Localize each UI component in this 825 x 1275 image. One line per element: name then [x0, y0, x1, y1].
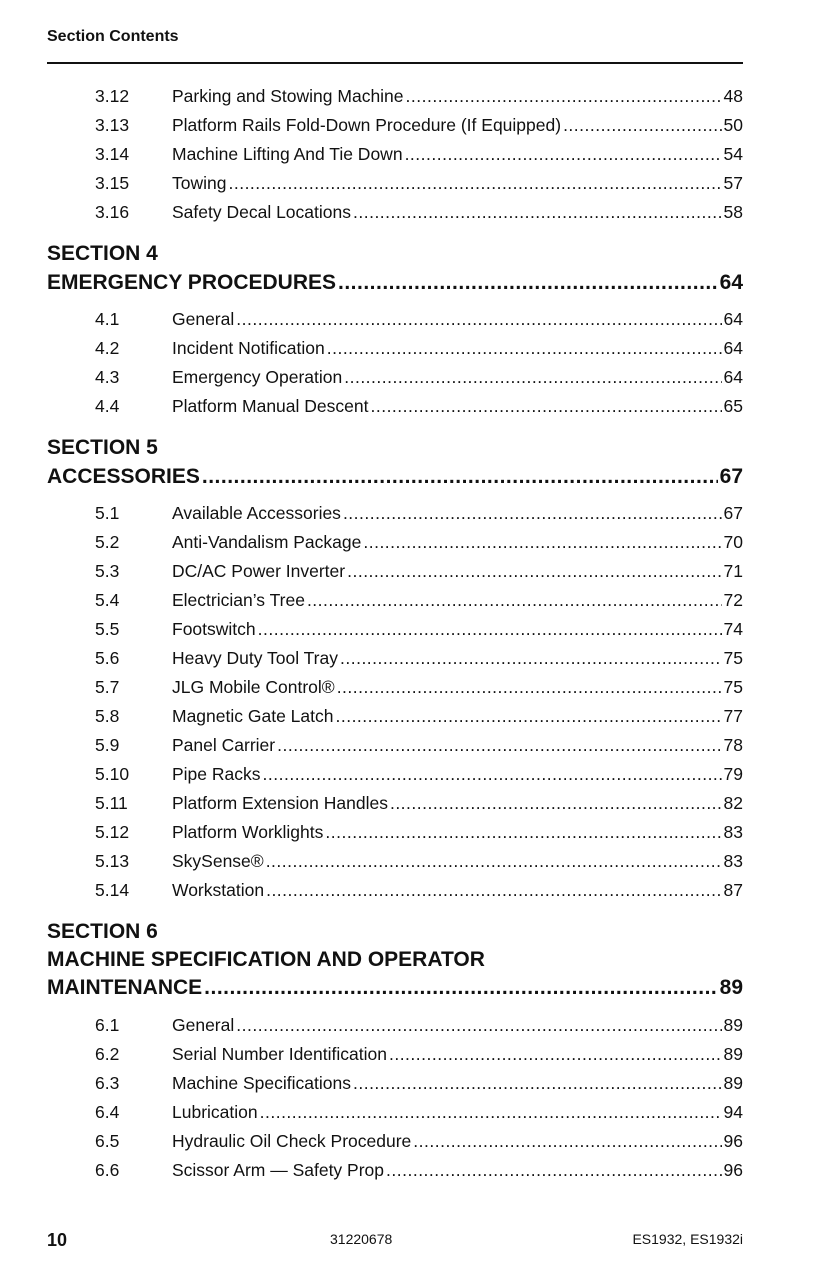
dot-leader — [236, 1015, 721, 1036]
toc-entry-page: 83 — [723, 822, 743, 842]
section-contents-header: Section Contents — [47, 28, 179, 45]
toc-entry[interactable] — [95, 1015, 743, 1039]
dot-leader — [363, 532, 721, 553]
toc-entry-number: 5.11 — [95, 793, 128, 813]
toc-entry[interactable] — [95, 1102, 743, 1126]
dot-leader — [353, 202, 722, 223]
toc-entry[interactable] — [95, 851, 743, 875]
footer-model-names: ES1932, ES1932i — [632, 1231, 743, 1247]
toc-entry[interactable] — [95, 144, 743, 168]
toc-entry[interactable] — [95, 648, 743, 672]
section-title-text: ACCESSORIES — [47, 465, 200, 488]
toc-entry-number: 4.4 — [95, 396, 120, 416]
dot-leader — [390, 793, 722, 814]
toc-entry-number: 5.7 — [95, 677, 120, 697]
toc-entry-page: 75 — [723, 677, 743, 697]
toc-entry-title: Towing — [172, 173, 227, 193]
toc-entry-title: Safety Decal Locations — [172, 202, 351, 222]
section-title[interactable] — [47, 465, 743, 493]
toc-entry-title: Scissor Arm — Safety Prop — [172, 1160, 385, 1180]
dot-leader — [266, 880, 721, 901]
toc-entry-title: Workstation — [172, 880, 265, 900]
toc-entry[interactable] — [95, 115, 743, 139]
toc-entry-title: Machine Lifting And Tie Down — [172, 144, 403, 164]
toc-entry[interactable] — [95, 590, 743, 614]
toc-entry-page: 65 — [723, 396, 743, 416]
toc-entry-number: 5.9 — [95, 735, 120, 755]
toc-entry[interactable] — [95, 309, 743, 333]
dot-leader — [228, 173, 721, 194]
section-title[interactable] — [47, 976, 743, 1004]
section-title-text: EMERGENCY PROCEDURES — [47, 271, 336, 294]
dot-leader — [263, 764, 722, 785]
toc-entry-page: 58 — [723, 202, 743, 222]
footer-page-number: 10 — [47, 1230, 68, 1250]
toc-entry-number: 5.6 — [95, 648, 120, 668]
toc-entry-title: Hydraulic Oil Check Procedure — [172, 1131, 412, 1151]
toc-entry[interactable] — [95, 338, 743, 362]
toc-entry-title: Heavy Duty Tool Tray — [172, 648, 338, 668]
toc-entry-title: Serial Number Identification — [172, 1044, 387, 1064]
toc-entry-number: 6.1 — [95, 1015, 120, 1035]
toc-entry[interactable] — [95, 86, 743, 110]
toc-entry[interactable] — [95, 822, 743, 846]
toc-entry-number: 5.5 — [95, 619, 120, 639]
toc-entry-title: Machine Specifications — [172, 1073, 351, 1093]
toc-entry-page: 71 — [723, 561, 743, 581]
toc-entry-title: Available Accessories — [172, 503, 341, 523]
toc-entry-title: Panel Carrier — [172, 735, 276, 755]
toc-entry-number: 3.13 — [95, 115, 130, 135]
toc-entry-title: JLG Mobile Control® — [172, 677, 335, 697]
toc-entry-title: General — [172, 1015, 235, 1035]
section-label: SECTION 6 — [47, 920, 158, 943]
dot-leader — [337, 677, 722, 698]
toc-entry-title: Incident Notification — [172, 338, 325, 358]
dot-leader — [202, 465, 718, 489]
section-title-page: 89 — [719, 976, 743, 999]
dot-leader — [236, 309, 721, 330]
section-label: SECTION 4 — [47, 242, 158, 265]
toc-entry[interactable] — [95, 1160, 743, 1184]
dot-leader — [413, 1131, 721, 1152]
toc-entry-number: 5.8 — [95, 706, 120, 726]
toc-entry-number: 5.14 — [95, 880, 130, 900]
toc-entry[interactable] — [95, 396, 743, 420]
section-title-page: 67 — [719, 465, 743, 488]
toc-entry[interactable] — [95, 1044, 743, 1068]
toc-entry-number: 6.3 — [95, 1073, 120, 1093]
toc-entry-number: 4.3 — [95, 367, 120, 387]
toc-entry[interactable] — [95, 367, 743, 391]
dot-leader — [389, 1044, 722, 1065]
toc-entry-page: 67 — [723, 503, 743, 523]
section-title[interactable] — [47, 271, 743, 299]
dot-leader — [343, 503, 722, 524]
toc-entry-page: 57 — [723, 173, 743, 193]
toc-entry-page: 70 — [723, 532, 743, 552]
toc-entry-title: Platform Rails Fold-Down Procedure (If Equipped) — [172, 115, 562, 135]
toc-entry[interactable] — [95, 561, 743, 585]
toc-entry[interactable] — [95, 619, 743, 643]
toc-entry-number: 5.13 — [95, 851, 130, 871]
toc-entry-page: 89 — [723, 1015, 743, 1035]
toc-entry-number: 6.6 — [95, 1160, 120, 1180]
toc-entry-number: 5.4 — [95, 590, 120, 610]
toc-entry-title: DC/AC Power Inverter — [172, 561, 346, 581]
dot-leader — [347, 561, 721, 582]
toc-entry[interactable] — [95, 202, 743, 226]
toc-entry-page: 64 — [723, 309, 743, 329]
dot-leader — [258, 619, 722, 640]
toc-entry-number: 3.16 — [95, 202, 130, 222]
dot-leader — [340, 648, 722, 669]
dot-leader — [370, 396, 721, 417]
toc-entry-page: 74 — [723, 619, 743, 639]
toc-entry-page: 96 — [723, 1160, 743, 1180]
toc-entry-page: 79 — [723, 764, 743, 784]
toc-entry-page: 75 — [723, 648, 743, 668]
toc-entry-title: General — [172, 309, 235, 329]
toc-entry-number: 5.3 — [95, 561, 120, 581]
toc-entry[interactable] — [95, 764, 743, 788]
section-title-line: MACHINE SPECIFICATION AND OPERATOR — [47, 948, 485, 971]
toc-entry[interactable] — [95, 503, 743, 527]
dot-leader — [327, 338, 722, 359]
dot-leader — [266, 851, 722, 872]
toc-entry-page: 87 — [723, 880, 743, 900]
toc-entry-title: Platform Extension Handles — [172, 793, 388, 813]
dot-leader — [386, 1160, 722, 1181]
toc-entry-page: 78 — [723, 735, 743, 755]
toc-entry[interactable] — [95, 173, 743, 197]
section-title-text: MAINTENANCE — [47, 976, 203, 999]
toc-entry[interactable] — [95, 677, 743, 701]
toc-entry-title: Anti-Vandalism Package — [172, 532, 362, 552]
dot-leader — [405, 144, 722, 165]
dot-leader — [277, 735, 721, 756]
dot-leader — [338, 271, 718, 295]
toc-entry[interactable] — [95, 706, 743, 730]
toc-entry-title: Lubrication — [172, 1102, 258, 1122]
toc-entry-page: 72 — [723, 590, 743, 610]
toc-entry-number: 6.2 — [95, 1044, 120, 1064]
toc-entry-title: Pipe Racks — [172, 764, 261, 784]
toc-entry-title: SkySense® — [172, 851, 264, 871]
dot-leader — [335, 706, 721, 727]
toc-entry-title: Parking and Stowing Machine — [172, 86, 404, 106]
dot-leader — [260, 1102, 722, 1123]
toc-entry-title: Platform Worklights — [172, 822, 324, 842]
section-label: SECTION 5 — [47, 436, 158, 459]
toc-entry-page: 82 — [723, 793, 743, 813]
toc-entry-page: 89 — [723, 1044, 743, 1064]
toc-entry-number: 3.14 — [95, 144, 130, 164]
toc-entry-title: Footswitch — [172, 619, 256, 639]
toc-entry-number: 4.1 — [95, 309, 120, 329]
dot-leader — [353, 1073, 722, 1094]
toc-entry-title: Platform Manual Descent — [172, 396, 369, 416]
toc-entry-page: 96 — [723, 1131, 743, 1151]
toc-entry-page: 94 — [723, 1102, 743, 1122]
toc-entry[interactable] — [95, 1073, 743, 1097]
toc-entry-page: 48 — [723, 86, 743, 106]
toc-entry-number: 5.12 — [95, 822, 130, 842]
toc-entry-page: 77 — [723, 706, 743, 726]
toc-entry-number: 3.12 — [95, 86, 130, 106]
toc-entry-title: Magnetic Gate Latch — [172, 706, 334, 726]
toc-entry[interactable] — [95, 793, 743, 817]
dot-leader — [344, 367, 721, 388]
toc-entry-number: 3.15 — [95, 173, 130, 193]
toc-entry-page: 50 — [723, 115, 743, 135]
toc-entry-page: 64 — [723, 338, 743, 358]
toc-entry[interactable] — [95, 532, 743, 556]
toc-entry-page: 54 — [723, 144, 743, 164]
toc-entry-number: 5.1 — [95, 503, 120, 523]
toc-entry-page: 64 — [723, 367, 743, 387]
toc-entry-number: 4.2 — [95, 338, 120, 358]
toc-entry-number: 5.2 — [95, 532, 120, 552]
toc-entry-page: 83 — [723, 851, 743, 871]
dot-leader — [307, 590, 722, 611]
toc-entry-number: 6.5 — [95, 1131, 120, 1151]
footer-document-number: 31220678 — [330, 1231, 393, 1247]
dot-leader — [563, 115, 721, 136]
dot-leader — [204, 976, 717, 1000]
toc-entry[interactable] — [95, 735, 743, 759]
section-title-page: 64 — [719, 271, 743, 294]
toc-entry[interactable] — [95, 880, 743, 904]
toc-entry-page: 89 — [723, 1073, 743, 1093]
toc-entry-number: 6.4 — [95, 1102, 120, 1122]
toc-entry[interactable] — [95, 1131, 743, 1155]
dot-leader — [325, 822, 721, 843]
toc-entry-title: Emergency Operation — [172, 367, 343, 387]
toc-entry-number: 5.10 — [95, 764, 130, 784]
dot-leader — [406, 86, 722, 107]
toc-entry-title: Electrician’s Tree — [172, 590, 305, 610]
